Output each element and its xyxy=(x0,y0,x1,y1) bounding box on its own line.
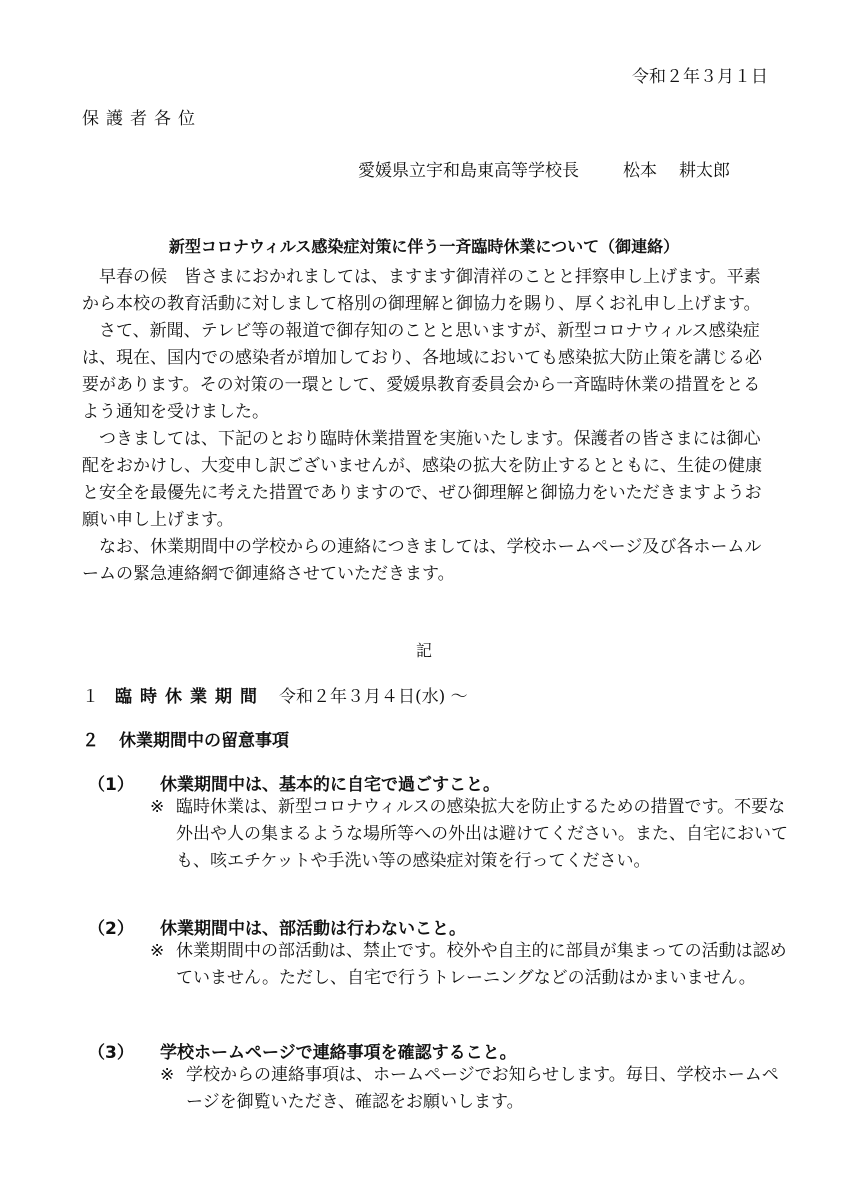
section-1-number: １ xyxy=(82,687,99,707)
section-1 xyxy=(82,682,468,707)
item-2-note xyxy=(150,938,788,992)
section-1-label: 臨時休業期間 xyxy=(115,687,265,707)
item-3-heading-row xyxy=(88,1038,517,1063)
item-2-number: （2） xyxy=(88,919,134,939)
sender-org: 愛媛県立宇和島東高等学校長 xyxy=(358,161,579,181)
item-1-note xyxy=(150,794,788,875)
item-3-number: （3） xyxy=(88,1043,134,1063)
paragraph: なお、休業期間中の学校からの連絡につきましては、学校ホームページ及び各ホームルームの緊急連絡網で御連絡させていただきます。 xyxy=(82,537,762,584)
paragraph: 早春の候 皆さまにおかれましては、ますます御清祥のことと拝察申し上げます。平素から本校の教育活動に対しまして格別の御理解と御協力を賜り、厚くお礼申し上げます。 xyxy=(82,267,761,314)
section-2-number: ２ xyxy=(82,731,99,751)
sender xyxy=(358,156,730,181)
item-3-note-text: 学校からの連絡事項は、ホームページでお知らせします。毎日、学校ホームページを御覧いただき、確認をお願いします。 xyxy=(186,1065,779,1112)
note-mark: ※ xyxy=(160,1065,175,1085)
section-1-value: 令和２年３月４日(水) ～ xyxy=(279,687,468,707)
item-2-heading: 休業期間中は、部活動は行わないこと。 xyxy=(160,919,466,939)
note-mark: ※ xyxy=(150,797,165,817)
paragraph: つきましては、下記のとおり臨時休業措置を実施いたします。保護者の皆さまには御心配をおかけし、大変申し訳ございませんが、感染の拡大を防止するとともに、生徒の健康と安全を最優先に考えた措置でありますので、ぜひ御理解と御協力をいただきますようお願い申し上げます。 xyxy=(82,429,762,530)
sender-given-name: 耕太郎 xyxy=(679,161,730,181)
item-2-note-text: 休業期間中の部活動は、禁止です。校外や自主的に部員が集まっての活動は認めていません。ただし、自宅で行うトレーニングなどの活動はかまいません。 xyxy=(176,941,787,988)
sender-family-name: 松本 xyxy=(623,161,657,181)
item-1-heading: 休業期間中は、基本的に自宅で過ごすこと。 xyxy=(160,775,500,795)
section-2 xyxy=(82,726,289,751)
item-3-note xyxy=(160,1062,790,1116)
document-date: 令和２年３月１日 xyxy=(632,67,768,87)
item-3-heading: 学校ホームページで連絡事項を確認すること。 xyxy=(160,1043,517,1063)
paragraph: さて、新聞、テレビ等の報道で御存知のことと思いますが、新型コロナウィルス感染症は、現在、国内での感染者が増加しており、各地域においても感染拡大防止策を講じる必要があります。その対策の一環として、愛媛県教育委員会から一斉臨時休業の措置をとるよう通知を受けました。 xyxy=(82,321,762,422)
section-2-label: 休業期間中の留意事項 xyxy=(119,731,289,751)
item-1-heading-row xyxy=(88,770,500,795)
item-1-number: （1） xyxy=(88,775,134,795)
document-title: 新型コロナウィルス感染症対策に伴う一斉臨時休業について（御連絡） xyxy=(168,237,680,256)
item-2-heading-row xyxy=(88,914,466,939)
recipient: 保護者各位 xyxy=(82,109,202,129)
body-text xyxy=(82,264,772,588)
note-mark: ※ xyxy=(150,941,165,961)
ki-heading: 記 xyxy=(415,641,432,660)
item-1-note-text: 臨時休業は、新型コロナウィルスの感染拡大を防止するための措置です。不要な外出や人の集まるような場所等への外出は避けてください。また、自宅においても、咳エチケットや手洗い等の感染症対策を行ってください。 xyxy=(176,797,788,871)
